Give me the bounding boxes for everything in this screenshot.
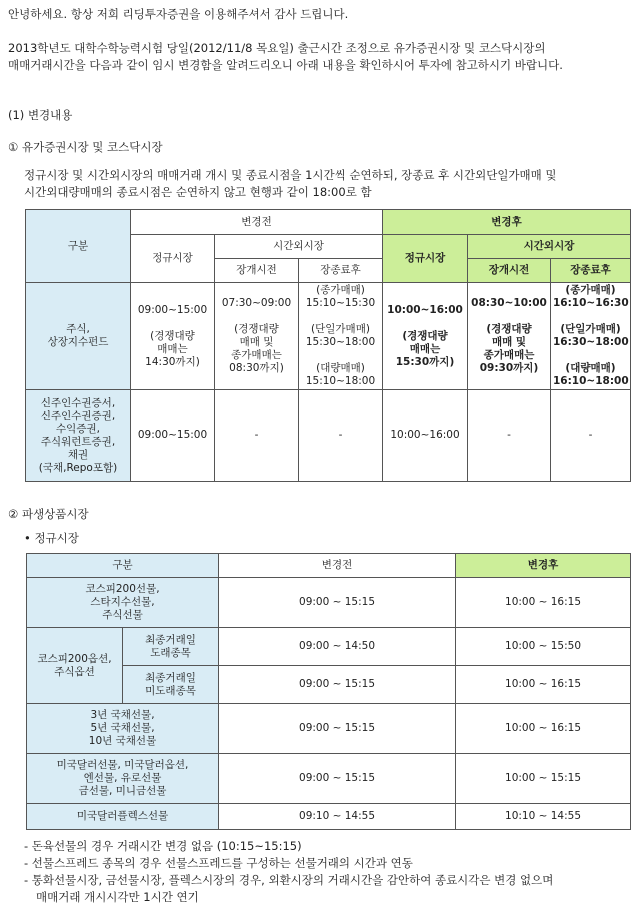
deriv-row-after: 10:00 ~ 15:15 [456, 754, 631, 804]
intro-line-2: 매매거래시간을 다음과 같이 임시 변경함을 알려드리오니 아래 내용을 확인하시어 투자에 참고하시기 바랍니다. [8, 58, 563, 72]
deriv-row-label: 3년 국채선물, 5년 국채선물, 10년 국채선물 [27, 704, 219, 754]
after-pre-header: 장개시전 [468, 259, 551, 283]
intro-line-1: 2013학년도 대학수학능력시험 당일(2012/11/8 목요일) 출근시간 조정으로 유가증권시장 및 코스닥시장의 [8, 41, 546, 55]
after-header: 변경후 [383, 210, 631, 235]
row-securities-after-pre: - [468, 390, 551, 482]
deriv-row-label: 미국달러선물, 미국달러옵션, 엔선물, 유로선물 금선물, 미니금선물 [27, 754, 219, 804]
before-afterhours-header: 시간외시장 [215, 235, 383, 259]
deriv-row-before: 09:00 ~ 15:15 [219, 704, 456, 754]
deriv-row-after: 10:00 ~ 16:15 [456, 666, 631, 704]
deriv-row-after: 10:00 ~ 16:15 [456, 704, 631, 754]
row-stock-after-pre: 08:30~10:00 (경쟁대량 매매 및 종가매매는 09:30까지) [468, 283, 551, 390]
before-header: 변경전 [131, 210, 383, 235]
row-securities-after-regular: 10:00~16:00 [383, 390, 468, 482]
deriv-option-group-label: 코스피200옵션, 주식옵션 [27, 628, 123, 704]
row-stock-before-pre: 07:30~09:00 (경쟁대량 매매 및 종가매매는 08:30까지) [215, 283, 299, 390]
deriv-row-after: 10:10 ~ 14:55 [456, 804, 631, 830]
subsection-2-title: ② 파생상품시장 [8, 507, 89, 521]
row-stock-after-regular: 10:00~16:00 (경쟁대량 매매는 15:30까지) [383, 283, 468, 390]
after-afterhours-header: 시간외시장 [468, 235, 631, 259]
note-1: - 돈육선물의 경우 거래시간 변경 없음 (10:15~15:15) [24, 839, 302, 853]
note-2: - 선물스프레드 종목의 경우 선물스프레드를 구성하는 선물거래의 시간과 연동 [24, 856, 413, 870]
deriv-row-before: 09:10 ~ 14:55 [219, 804, 456, 830]
note-4: 매매거래 개시시각만 1시간 연기 [36, 890, 199, 904]
row-securities-before-post: - [299, 390, 383, 482]
before-post-header: 장종료후 [299, 259, 383, 283]
deriv-row-after: 10:00 ~ 15:50 [456, 628, 631, 666]
deriv-row-label: 최종거래일 도래종목 [123, 628, 219, 666]
section1-desc-2: 시간외대량매매의 종료시점은 순연하지 않고 현행과 같이 18:00로 함 [24, 185, 372, 199]
deriv-row-before: 09:00 ~ 15:15 [219, 578, 456, 628]
section-heading: (1) 변경내용 [8, 108, 73, 122]
after-post-header: 장종료후 [551, 259, 631, 283]
regular-market-bullet: • 정규시장 [24, 531, 79, 545]
row-securities-before-pre: - [215, 390, 299, 482]
deriv-row-before: 09:00 ~ 15:15 [219, 666, 456, 704]
row-stock-after-post: (종가매매) 16:10~16:30 (단일가매매) 16:30~18:00 (대량매매) 16:10~18:00 [551, 283, 631, 390]
row-stock-before-regular: 09:00~15:00 (경쟁대량 매매는 14:30까지) [131, 283, 215, 390]
deriv-row-before: 09:00 ~ 15:15 [219, 754, 456, 804]
row-stock-label: 주식, 상장지수펀드 [26, 283, 131, 390]
before-regular-header: 정규시장 [131, 235, 215, 283]
before-pre-header: 장개시전 [215, 259, 299, 283]
row-securities-before-regular: 09:00~15:00 [131, 390, 215, 482]
greeting-text: 안녕하세요. 항상 저희 리딩투자증권을 이용해주셔서 감사 드립니다. [8, 7, 349, 21]
category-header: 구분 [26, 210, 131, 283]
after-regular-header: 정규시장 [383, 235, 468, 283]
deriv-row-label: 코스피200선물, 스타지수선물, 주식선물 [27, 578, 219, 628]
deriv-before-header: 변경전 [219, 554, 456, 578]
row-securities-after-post: - [551, 390, 631, 482]
deriv-category-header: 구분 [27, 554, 219, 578]
deriv-row-before: 09:00 ~ 14:50 [219, 628, 456, 666]
row-securities-label: 신주인수권증서, 신주인수권증권, 수익증권, 주식워런트증권, 채권 (국채,Repo포함) [26, 390, 131, 482]
section1-desc-1: 정규시장 및 시간외시장의 매매거래 개시 및 종료시점을 1시간씩 순연하되, 장종료 후 시간외단일가매매 및 [24, 168, 557, 182]
derivatives-table [26, 553, 631, 830]
note-3: - 통화선물시장, 금선물시장, 플렉스시장의 경우, 외환시장의 거래시간을 감안하여 종료시각은 변경 없으며 [24, 873, 554, 887]
stock-market-table [25, 209, 631, 482]
deriv-row-after: 10:00 ~ 16:15 [456, 578, 631, 628]
deriv-after-header: 변경후 [456, 554, 631, 578]
row-stock-before-post: (종가매매) 15:10~15:30 (단일가매매) 15:30~18:00 (대량매매) 15:10~18:00 [299, 283, 383, 390]
deriv-row-label: 최종거래일 미도래종목 [123, 666, 219, 704]
deriv-row-label: 미국달러플렉스선물 [27, 804, 219, 830]
subsection-1-title: ① 유가증권시장 및 코스닥시장 [8, 140, 163, 154]
